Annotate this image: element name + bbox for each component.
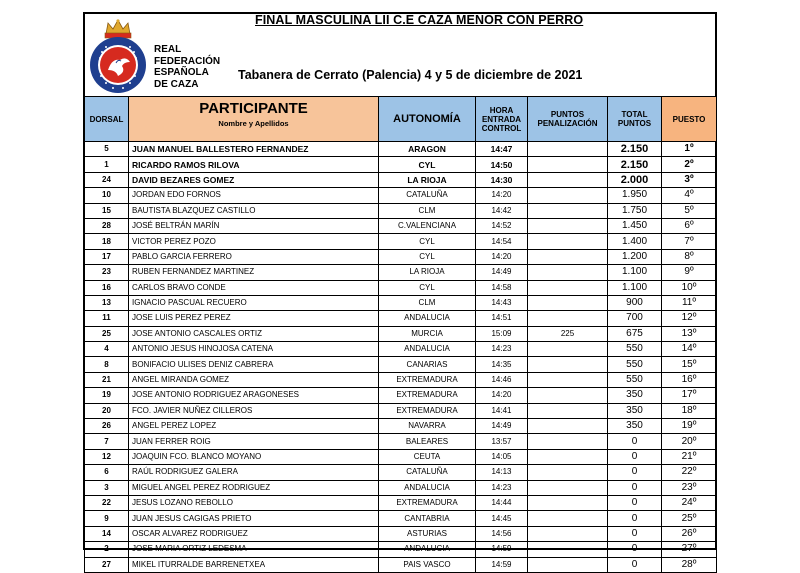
cell-total-puntos: 2.000 — [608, 172, 662, 187]
cell-total-puntos: 0 — [608, 542, 662, 557]
cell-total-puntos: 0 — [608, 526, 662, 541]
table-row — [85, 511, 717, 526]
cell-total-puntos: 0 — [608, 557, 662, 572]
cell-dorsal: 22 — [85, 495, 129, 510]
cell-dorsal: 2 — [85, 542, 129, 557]
cell-autonomia: ANDALUCIA — [379, 480, 476, 495]
cell-total-puntos: 0 — [608, 495, 662, 510]
cell-puesto: 11º — [662, 295, 717, 310]
cell-hora: 14:58 — [476, 280, 528, 295]
cell-puesto: 12º — [662, 311, 717, 326]
cell-name: JOSE LUIS PEREZ PEREZ — [129, 311, 379, 326]
table-row — [85, 357, 717, 372]
cell-total-puntos: 675 — [608, 326, 662, 341]
cell-dorsal: 16 — [85, 280, 129, 295]
cell-penalizacion — [528, 203, 608, 218]
cell-autonomia: EXTREMADURA — [379, 403, 476, 418]
cell-hora: 14:49 — [476, 419, 528, 434]
organization-line: FEDERACIÓN — [154, 55, 221, 67]
cell-hora: 14:59 — [476, 542, 528, 557]
table-row — [85, 403, 717, 418]
cell-autonomia: CLM — [379, 203, 476, 218]
header-hora-line: CONTROL — [481, 123, 522, 133]
header-participante-label: PARTICIPANTE — [199, 100, 308, 117]
cell-name: ANTONIO JESUS HINOJOSA CATENA — [129, 342, 379, 357]
cell-penalizacion — [528, 403, 608, 418]
cell-puesto: 22º — [662, 465, 717, 480]
cell-autonomia: EXTREMADURA — [379, 388, 476, 403]
cell-total-puntos: 350 — [608, 403, 662, 418]
cell-name: JORDAN EDO FORNOS — [129, 188, 379, 203]
cell-puesto: 15º — [662, 357, 717, 372]
table-row — [85, 480, 717, 495]
table-row — [85, 311, 717, 326]
table-row — [85, 449, 717, 464]
cell-autonomia: ANDALUCIA — [379, 311, 476, 326]
cell-name: JUAN JESUS CAGIGAS PRIETO — [129, 511, 379, 526]
cell-puesto: 3º — [662, 172, 717, 187]
table-row — [85, 434, 717, 449]
cell-penalizacion — [528, 388, 608, 403]
cell-dorsal: 24 — [85, 172, 129, 187]
cell-dorsal: 20 — [85, 403, 129, 418]
cell-autonomia: LA RIOJA — [379, 172, 476, 187]
table-row — [85, 249, 717, 264]
cell-name: DAVID BEZARES GOMEZ — [129, 172, 379, 187]
header-total-line: PUNTOS — [617, 119, 652, 128]
cell-penalizacion — [528, 465, 608, 480]
organization-line: REAL — [154, 44, 182, 55]
cell-name: JOSE MARIA ORTIZ LEDESMA — [129, 542, 379, 557]
cell-dorsal: 10 — [85, 188, 129, 203]
table-row — [85, 342, 717, 357]
table-row — [85, 280, 717, 295]
cell-hora: 14:52 — [476, 218, 528, 233]
cell-penalizacion — [528, 495, 608, 510]
cell-name: JOAQUIN FCO. BLANCO MOYANO — [129, 449, 379, 464]
cell-total-puntos: 1.100 — [608, 265, 662, 280]
cell-autonomia: CYL — [379, 234, 476, 249]
header-participante — [129, 97, 379, 142]
cell-name: VICTOR PEREZ POZO — [129, 234, 379, 249]
cell-name: JUAN MANUEL BALLESTERO FERNANDEZ — [129, 142, 379, 157]
cell-total-puntos: 1.750 — [608, 203, 662, 218]
cell-total-puntos: 1.200 — [608, 249, 662, 264]
cell-name: JUAN FERRER ROIG — [129, 434, 379, 449]
cell-hora: 14:23 — [476, 342, 528, 357]
table-row — [85, 203, 717, 218]
table-row — [85, 295, 717, 310]
cell-puesto: 21º — [662, 449, 717, 464]
cell-penalizacion — [528, 342, 608, 357]
cell-total-puntos: 1.400 — [608, 234, 662, 249]
cell-total-puntos: 0 — [608, 434, 662, 449]
cell-penalizacion — [528, 142, 608, 157]
cell-puesto: 17º — [662, 388, 717, 403]
cell-hora: 14:49 — [476, 265, 528, 280]
cell-dorsal: 13 — [85, 295, 129, 310]
cell-name: RUBEN FERNANDEZ MARTINEZ — [129, 265, 379, 280]
cell-name: JOSE ANTONIO RODRIGUEZ ARAGONESES — [129, 388, 379, 403]
cell-penalizacion — [528, 188, 608, 203]
cell-dorsal: 12 — [85, 449, 129, 464]
cell-total-puntos: 0 — [608, 465, 662, 480]
cell-name: PABLO GARCIA FERRERO — [129, 249, 379, 264]
cell-puesto: 5º — [662, 203, 717, 218]
cell-puesto: 19º — [662, 419, 717, 434]
cell-penalizacion — [528, 480, 608, 495]
cell-puesto: 24º — [662, 495, 717, 510]
table-row — [85, 388, 717, 403]
cell-hora: 14:35 — [476, 357, 528, 372]
header-penalizacion-line: PENALIZACIÓN — [537, 119, 598, 128]
cell-dorsal: 9 — [85, 511, 129, 526]
cell-penalizacion: 225 — [528, 326, 608, 341]
cell-puesto: 8º — [662, 249, 717, 264]
header-total-line: TOTAL — [621, 110, 648, 119]
cell-dorsal: 21 — [85, 372, 129, 387]
cell-total-puntos: 700 — [608, 311, 662, 326]
cell-penalizacion — [528, 511, 608, 526]
cell-name: RICARDO RAMOS RILOVA — [129, 157, 379, 172]
results-table — [84, 96, 717, 573]
header-autonomia: AUTONOMÍA — [379, 97, 476, 142]
cell-dorsal: 6 — [85, 465, 129, 480]
cell-total-puntos: 2.150 — [608, 142, 662, 157]
table-row — [85, 495, 717, 510]
cell-dorsal: 4 — [85, 342, 129, 357]
cell-autonomia: EXTREMADURA — [379, 495, 476, 510]
organization-line: ESPAÑOLA — [154, 67, 209, 78]
cell-penalizacion — [528, 218, 608, 233]
cell-hora: 14:54 — [476, 234, 528, 249]
cell-total-puntos: 1.100 — [608, 280, 662, 295]
cell-dorsal: 25 — [85, 326, 129, 341]
cell-autonomia: CYL — [379, 249, 476, 264]
cell-autonomia: CANTABRIA — [379, 511, 476, 526]
cell-penalizacion — [528, 249, 608, 264]
cell-hora: 14:20 — [476, 249, 528, 264]
cell-hora: 14:56 — [476, 526, 528, 541]
cell-penalizacion — [528, 419, 608, 434]
cell-hora: 14:23 — [476, 480, 528, 495]
header-total-puntos — [608, 97, 662, 142]
cell-hora: 14:41 — [476, 403, 528, 418]
table-header-row — [85, 97, 717, 142]
cell-hora: 14:51 — [476, 311, 528, 326]
cell-hora: 14:45 — [476, 511, 528, 526]
cell-puesto: 4º — [662, 188, 717, 203]
cell-autonomia: PAIS VASCO — [379, 557, 476, 572]
cell-autonomia: MURCIA — [379, 326, 476, 341]
cell-puesto: 16º — [662, 372, 717, 387]
cell-penalizacion — [528, 295, 608, 310]
cell-name: RAÚL RODRIGUEZ GALERA — [129, 465, 379, 480]
cell-puesto: 28º — [662, 557, 717, 572]
cell-total-puntos: 350 — [608, 388, 662, 403]
cell-autonomia: ANDALUCIA — [379, 542, 476, 557]
cell-penalizacion — [528, 434, 608, 449]
table-row — [85, 419, 717, 434]
cell-name: MIGUEL ANGEL PEREZ RODRIGUEZ — [129, 480, 379, 495]
cell-autonomia: ASTURIAS — [379, 526, 476, 541]
cell-hora: 14:59 — [476, 557, 528, 572]
cell-puesto: 6º — [662, 218, 717, 233]
cell-penalizacion — [528, 280, 608, 295]
table-row — [85, 265, 717, 280]
cell-total-puntos: 550 — [608, 372, 662, 387]
organization-line: DE CAZA — [154, 78, 199, 90]
table-row — [85, 218, 717, 233]
table-row — [85, 326, 717, 341]
header-dorsal: DORSAL — [85, 97, 129, 142]
cell-autonomia: CATALUÑA — [379, 465, 476, 480]
cell-name: ANGEL PEREZ LOPEZ — [129, 419, 379, 434]
table-row — [85, 542, 717, 557]
cell-puesto: 10º — [662, 280, 717, 295]
cell-hora: 14:20 — [476, 188, 528, 203]
cell-puesto: 14º — [662, 342, 717, 357]
cell-hora: 14:46 — [476, 372, 528, 387]
document-title: FINAL MASCULINA LII C.E CAZA MENOR CON PERRO — [255, 13, 584, 27]
table-row — [85, 234, 717, 249]
cell-dorsal: 7 — [85, 434, 129, 449]
cell-puesto: 25º — [662, 511, 717, 526]
table-row — [85, 142, 717, 157]
cell-dorsal: 26 — [85, 419, 129, 434]
cell-total-puntos: 0 — [608, 480, 662, 495]
cell-autonomia: CATALUÑA — [379, 188, 476, 203]
cell-dorsal: 19 — [85, 388, 129, 403]
cell-name: BAUTISTA BLAZQUEZ CASTILLO — [129, 203, 379, 218]
cell-total-puntos: 0 — [608, 449, 662, 464]
cell-autonomia: ARAGON — [379, 142, 476, 157]
cell-puesto: 18º — [662, 403, 717, 418]
cell-dorsal: 14 — [85, 526, 129, 541]
cell-dorsal: 27 — [85, 557, 129, 572]
cell-hora: 14:44 — [476, 495, 528, 510]
cell-penalizacion — [528, 449, 608, 464]
cell-puesto: 9º — [662, 265, 717, 280]
event-location-date: Tabanera de Cerrato (Palencia) 4 y 5 de diciembre de 2021 — [238, 68, 583, 82]
cell-penalizacion — [528, 265, 608, 280]
cell-puesto: 1º — [662, 142, 717, 157]
cell-puesto: 7º — [662, 234, 717, 249]
cell-hora: 14:20 — [476, 388, 528, 403]
table-row — [85, 526, 717, 541]
table-row — [85, 465, 717, 480]
cell-name: CARLOS BRAVO CONDE — [129, 280, 379, 295]
cell-dorsal: 17 — [85, 249, 129, 264]
cell-autonomia: CYL — [379, 157, 476, 172]
cell-penalizacion — [528, 234, 608, 249]
cell-dorsal: 28 — [85, 218, 129, 233]
cell-dorsal: 5 — [85, 142, 129, 157]
cell-penalizacion — [528, 357, 608, 372]
cell-autonomia: LA RIOJA — [379, 265, 476, 280]
header-hora-line: HORA — [489, 105, 514, 115]
cell-total-puntos: 0 — [608, 511, 662, 526]
federation-crest-icon — [88, 18, 148, 96]
cell-autonomia: ANDALUCIA — [379, 342, 476, 357]
cell-puesto: 2º — [662, 157, 717, 172]
cell-name: MIKEL ITURRALDE BARRENETXEA — [129, 557, 379, 572]
cell-total-puntos: 1.450 — [608, 218, 662, 233]
cell-hora: 14:30 — [476, 172, 528, 187]
header-penalizacion — [528, 97, 608, 142]
cell-hora: 15:09 — [476, 326, 528, 341]
cell-autonomia: CYL — [379, 280, 476, 295]
cell-autonomia: CLM — [379, 295, 476, 310]
cell-penalizacion — [528, 372, 608, 387]
cell-hora: 14:47 — [476, 142, 528, 157]
cell-penalizacion — [528, 157, 608, 172]
cell-puesto: 27º — [662, 542, 717, 557]
cell-total-puntos: 900 — [608, 295, 662, 310]
cell-penalizacion — [528, 172, 608, 187]
cell-hora: 14:13 — [476, 465, 528, 480]
results-body — [85, 142, 717, 573]
header-hora-line: ENTRADA — [481, 114, 522, 124]
cell-hora: 14:42 — [476, 203, 528, 218]
cell-autonomia: CANARIAS — [379, 357, 476, 372]
cell-hora: 14:05 — [476, 449, 528, 464]
header-puesto: PUESTO — [662, 97, 717, 142]
table-row — [85, 188, 717, 203]
cell-penalizacion — [528, 311, 608, 326]
cell-puesto: 23º — [662, 480, 717, 495]
cell-hora: 13:57 — [476, 434, 528, 449]
cell-dorsal: 18 — [85, 234, 129, 249]
cell-autonomia: EXTREMADURA — [379, 372, 476, 387]
cell-puesto: 20º — [662, 434, 717, 449]
table-row — [85, 172, 717, 187]
cell-dorsal: 8 — [85, 357, 129, 372]
cell-hora: 14:50 — [476, 157, 528, 172]
cell-dorsal: 15 — [85, 203, 129, 218]
cell-total-puntos: 550 — [608, 357, 662, 372]
cell-autonomia: NAVARRA — [379, 419, 476, 434]
cell-puesto: 13º — [662, 326, 717, 341]
cell-total-puntos: 2.150 — [608, 157, 662, 172]
cell-total-puntos: 350 — [608, 419, 662, 434]
cell-name: OSCAR ALVAREZ RODRIGUEZ — [129, 526, 379, 541]
cell-hora: 14:43 — [476, 295, 528, 310]
cell-dorsal: 3 — [85, 480, 129, 495]
cell-dorsal: 23 — [85, 265, 129, 280]
header-penalizacion-line: PUNTOS — [550, 110, 585, 119]
table-row — [85, 372, 717, 387]
organization-name — [154, 44, 220, 90]
cell-dorsal: 11 — [85, 311, 129, 326]
header-hora — [476, 97, 528, 142]
cell-autonomia: CEUTA — [379, 449, 476, 464]
cell-autonomia: C.VALENCIANA — [379, 218, 476, 233]
cell-autonomia: BALEARES — [379, 434, 476, 449]
cell-name: ANGEL MIRANDA GOMEZ — [129, 372, 379, 387]
cell-name: BONIFACIO ULISES DENIZ CABRERA — [129, 357, 379, 372]
cell-dorsal: 1 — [85, 157, 129, 172]
cell-name: IGNACIO PASCUAL RECUERO — [129, 295, 379, 310]
cell-total-puntos: 550 — [608, 342, 662, 357]
table-row — [85, 157, 717, 172]
cell-name: FCO. JAVIER NUÑEZ CILLEROS — [129, 403, 379, 418]
header-nombre-label: Nombre y Apellidos — [218, 119, 289, 128]
cell-puesto: 26º — [662, 526, 717, 541]
cell-penalizacion — [528, 526, 608, 541]
cell-penalizacion — [528, 542, 608, 557]
federation-logo — [88, 18, 148, 96]
cell-name: JOSE ANTONIO CASCALES ORTIZ — [129, 326, 379, 341]
cell-name: JESUS LOZANO REBOLLO — [129, 495, 379, 510]
cell-name: JOSÉ BELTRÁN MARÍN — [129, 218, 379, 233]
cell-total-puntos: 1.950 — [608, 188, 662, 203]
